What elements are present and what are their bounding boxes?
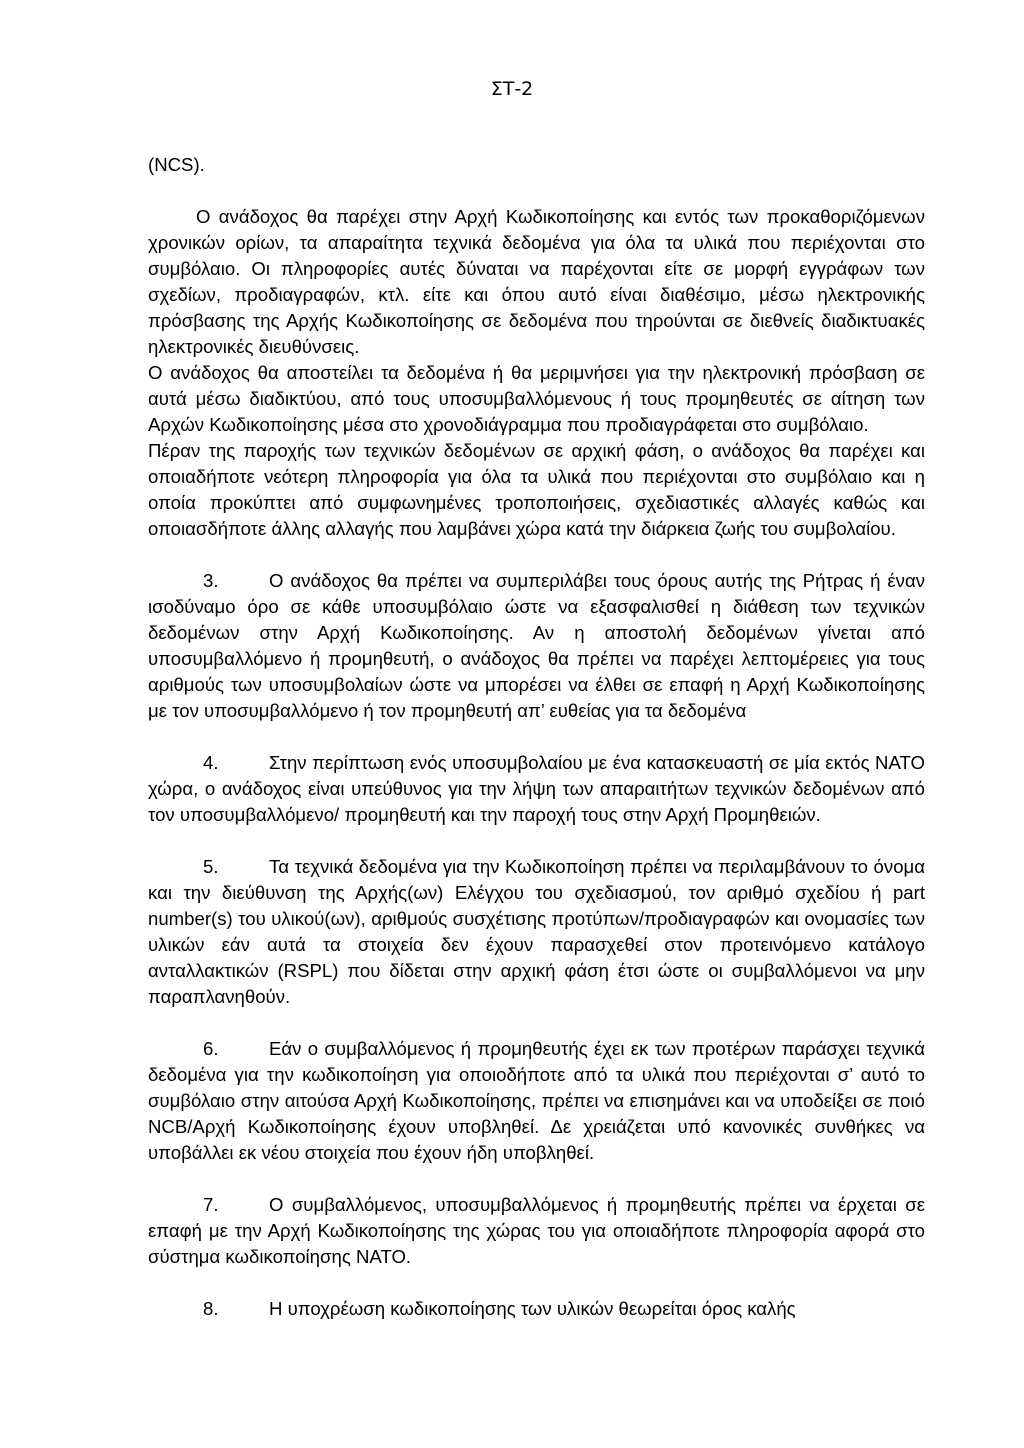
clause-3 [148,568,925,724]
clause-number: 7. [203,1194,219,1215]
paragraph-updates: Πέραν της παροχής των τεχνικών δεδομένων σε αρχική φάση, ο ανάδοχος θα παρέχει και οποιαδήποτε νεότερη πληροφορία για όλα τα υλικά που περιέχονται στο συμβόλαιο και η οποία προκύπτει από συμφωνημένες τροποποιήσεις, σχεδιαστικές αλλαγές καθώς και οποιασδήποτε άλλης αλλαγής που λαμβάνει χώρα κατά την διάρκεια ζωής του συμβολαίου. [148,440,925,539]
clause-number: 5. [203,856,219,877]
paragraph-electronic-access: Ο ανάδοχος θα αποστείλει τα δεδομένα ή θα μεριμνήσει για την ηλεκτρονική πρόσβαση σε αυτά μέσω διαδικτύου, από τους υποσυμβαλλόμενους ή τους προμηθευτές σε αίτηση των Αρχών Κωδικοποίησης μέσα στο χρονοδιάγραμμα που προδιαγράφεται στο συμβόλαιο. [148,362,925,435]
paragraph-technical-data: Ο ανάδοχος θα παρέχει στην Αρχή Κωδικοποίησης και εντός των προκαθοριζόμενων χρονικών ορίων, τα απαραίτητα τεχνικά δεδομένα για όλα τα υλικά που περιέχονται στο συμβόλαιο. Οι πληροφορίες αυτές δύναται να παρέχονται είτε σε μορφή εγγράφων των σχεδίων, προδιαγραφών, κτλ. είτε και όπου αυτό είναι διαθέσιμο, μέσω ηλεκτρονικής πρόσβασης της Αρχής Κωδικοποίησης σε δεδομένα που τηρούνται σε διεθνείς διαδικτυακές ηλεκτρονικές διευθύνσεις. [148,206,925,357]
clause-text: Η υποχρέωση κωδικοποίησης των υλικών θεωρείται όρος καλής [269,1298,796,1319]
clause-4 [148,750,925,828]
clause-text: Ο ανάδοχος θα πρέπει να συμπεριλάβει τους όρους αυτής της Ρήτρας ή έναν ισοδύναμο όρο σε κάθε υποσυμβόλαιο ώστε να εξασφαλισθεί η διάθεση των τεχνικών δεδομένων στην Αρχή Κωδικοποίησης. Αν η αποστολή δεδομένων γίνεται από υποσυμβαλλόμενο ή προμηθευτή, ο ανάδοχος θα πρέπει να παρέχει λεπτομέρειες για τους αριθμούς των υποσυμβολαίων ώστε να μπορέσει να έλθει σε επαφή η Αρχή Κωδικοποίησης με τον υποσυμβαλλόμενο ή τον προμηθευτή απ’ ευθείας για τα δεδομένα [148,570,925,721]
clause-8 [148,1296,925,1322]
clause-text: Ο συμβαλλόμενος, υποσυμβαλλόμενος ή προμηθευτής πρέπει να έρχεται σε επαφή με την Αρχή Κωδικοποίησης της χώρας του για οποιαδήποτε πληροφορία αφορά στο σύστημα κωδικοποίησης NATO. [148,1194,925,1267]
clause-6 [148,1036,925,1166]
clause-text: Τα τεχνικά δεδομένα για την Κωδικοποίηση πρέπει να περιλαμβάνουν το όνομα και την διεύθυνση της Αρχής(ων) Ελέγχου του σχεδιασμού, τον αριθμό σχεδίου ή part number(s) του υλικού(ων), αριθμούς συσχέτισης προτύπων/προδιαγραφών και ονομασίες των υλικών εάν αυτά τα στοιχεία δεν έχουν παρασχεθεί στον προτεινόμενο κατάλογο ανταλλακτικών (RSPL) που δίδεται στην αρχική φάση έτσι ώστε οι συμβαλλόμενοι να μην παραπλανηθούν. [148,856,925,1007]
clause-5 [148,854,925,1010]
clause-text: Εάν ο συμβαλλόμενος ή προμηθευτής έχει εκ των προτέρων παράσχει τεχνικά δεδομένα για την κωδικοποίηση για οποιοδήποτε από τα υλικά που περιέχονται σ’ αυτό το συμβόλαιο στην αιτούσα Αρχή Κωδικοποίησης, πρέπει να επισημάνει και να υποδείξει σε ποιό NCB/Αρχή Κωδικοποίησης έχουν υποβληθεί. Δε χρειάζεται υπό κανονικές συνθήκες να υποβάλλει εκ νέου στοιχεία που έχουν ήδη υποβληθεί. [148,1038,925,1163]
clause-number: 6. [203,1038,219,1059]
paragraph-ncs: (NCS). [148,154,205,175]
page-header: ΣΤ-2 [490,78,534,100]
document-body [148,152,925,1322]
clause-number: 4. [203,752,219,773]
clause-text: Στην περίπτωση ενός υποσυμβολαίου με ένα κατασκευαστή σε μία εκτός NATO χώρα, ο ανάδοχος είναι υπεύθυνος για την λήψη των απαραιτήτων τεχνικών δεδομένων από τον υποσυμβαλλόμενο/ προμηθευτή και την παροχή τους στην Αρχή Προμηθειών. [148,752,925,825]
clause-7 [148,1192,925,1270]
clause-number: 3. [203,570,219,591]
clause-number: 8. [203,1298,219,1319]
